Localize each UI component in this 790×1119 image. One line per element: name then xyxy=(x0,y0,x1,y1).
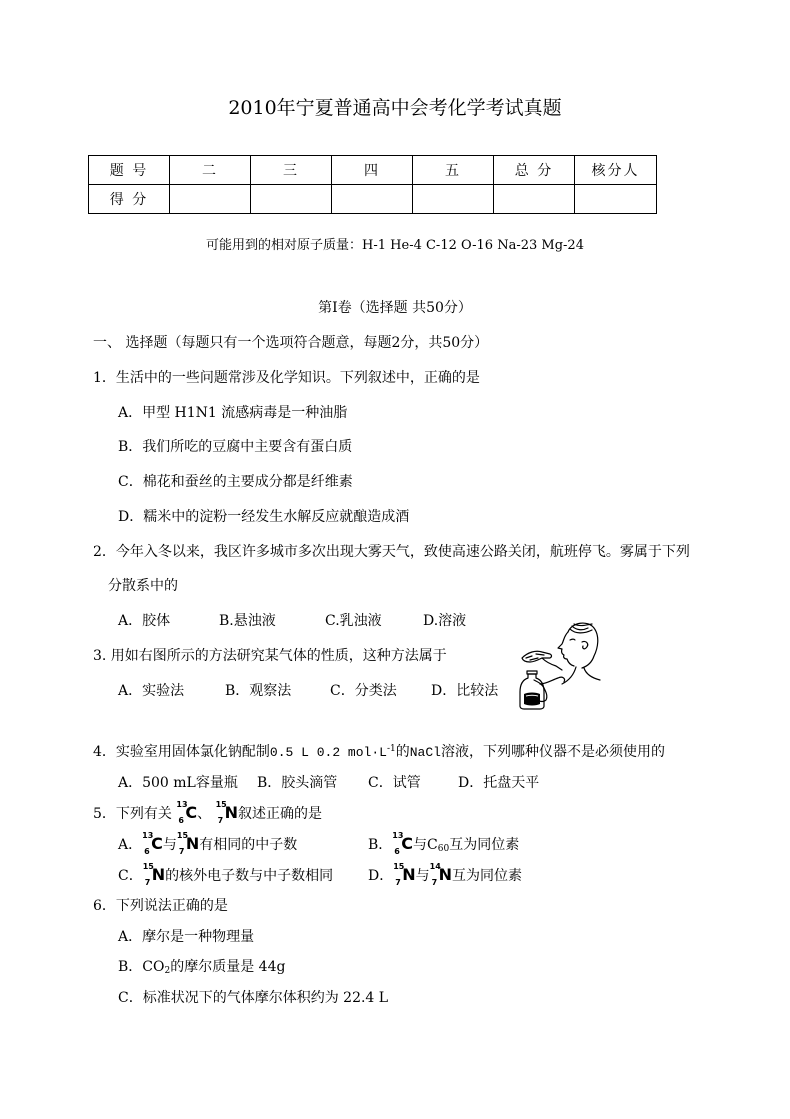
score-cell xyxy=(413,185,494,214)
q2-option-d: D.溶液 xyxy=(423,613,467,629)
q2-stem-line1: 2．今年入冬以来，我区许多城市多次出现大雾天气，致使高速公路关闭，航班停飞。雾属于下列 xyxy=(93,544,690,560)
page-title: 2010年宁夏普通高中会考化学考试真题 xyxy=(228,97,562,119)
q6-stem: 6．下列说法正确的是 xyxy=(93,898,228,914)
score-table xyxy=(88,155,657,214)
score-table-header-row xyxy=(89,156,657,185)
q2-stem-line2: 分散系中的 xyxy=(108,578,178,594)
score-cell xyxy=(251,185,332,214)
isotope-n14: 14 7 N xyxy=(429,862,453,887)
q5-option-a: A． 13 6 C与 15 7 N有相同的中子数 xyxy=(118,831,298,856)
score-table-header-cell: 核分人 xyxy=(575,156,657,185)
atomic-masses-note: 可能用到的相对原子质量：H-1 He-4 C-12 O-16 Na-23 Mg-24 xyxy=(206,238,584,253)
q2-option-b: B.悬浊液 xyxy=(219,613,276,629)
part1-title: 第Ⅰ卷（选择题 共50分） xyxy=(318,300,472,316)
isotope-n15: 15 7 N xyxy=(142,862,166,887)
q5-option-c: C． 15 7 N的核外电子数与中子数相同 xyxy=(118,862,334,887)
q5-stem-text: 、 xyxy=(197,806,212,822)
q1-option-d: D．糯米中的淀粉一经发生水解反应就酿造成酒 xyxy=(118,509,410,525)
section1-title: 一、 选择题（每题只有一个选项符合题意，每题2分，共50分） xyxy=(93,335,489,351)
q3-option-b: B．观察法 xyxy=(225,683,292,699)
score-row-label: 得 分 xyxy=(89,185,170,214)
q3-option-a: A．实验法 xyxy=(118,683,185,699)
score-table-header-cell: 三 xyxy=(251,156,332,185)
q4-option-d: D．托盘天平 xyxy=(458,775,540,791)
q4-option-a: A．500 mL容量瓶 xyxy=(118,775,238,791)
q3-option-d: D．比较法 xyxy=(431,683,499,699)
q5-option-b: B． 13 6 C与$C_{60}$互为同位素 xyxy=(368,831,520,856)
q1-option-b: B．我们所吃的豆腐中主要含有蛋白质 xyxy=(118,439,353,455)
score-table-header-cell: 题 号 xyxy=(89,156,170,185)
score-cell xyxy=(332,185,413,214)
q3-stem: 3. 用如右图所示的方法研究某气体的性质，这种方法属于 xyxy=(93,648,447,664)
q3-option-c: C．分类法 xyxy=(330,683,397,699)
q5-stem-text: 叙述正确的是 xyxy=(237,806,322,822)
q4-formula: NaCl xyxy=(409,745,441,760)
score-table-header-cell: 二 xyxy=(170,156,251,185)
q5-stem-text: 5．下列有关 xyxy=(93,806,172,822)
q6-option-a: A．摩尔是一种物理量 xyxy=(118,929,255,945)
q1-option-c: C．棉花和蚕丝的主要成分都是纤维素 xyxy=(118,474,353,490)
q4-stem-text: 4．实验室用固体氯化钠配制 xyxy=(93,744,270,760)
score-cell xyxy=(575,185,657,214)
isotope-c13: 13 6 C xyxy=(142,831,163,856)
isotope-c13: 13 6 C xyxy=(392,831,414,856)
q1-option-a: A．甲型 H1N1 流感病毒是一种油脂 xyxy=(118,405,348,421)
q5-option-d: D． 15 7 N与 14 7 N互为同位素 xyxy=(368,862,523,887)
score-table-header-cell: 五 xyxy=(413,156,494,185)
q4-option-c: C．试管 xyxy=(368,775,421,791)
q6-option-b: B．$CO_2$的摩尔质量是 44g xyxy=(118,959,286,976)
q4-stem-text: 的 xyxy=(395,744,410,760)
isotope-n15: 15 7 N xyxy=(393,862,416,887)
q4-concentration: 0.5 L 0.2 mol·L xyxy=(269,745,387,760)
q4-unit-exponent: -1 xyxy=(386,744,396,754)
score-table-header-cell: 总 分 xyxy=(494,156,575,185)
score-table-score-row xyxy=(89,185,657,214)
q4-option-b: B．胶头滴管 xyxy=(257,775,338,791)
smelling-gas-illustration xyxy=(512,618,602,710)
score-cell xyxy=(494,185,575,214)
isotope-n15: 15 7 N xyxy=(176,831,200,856)
score-cell xyxy=(170,185,251,214)
q2-option-c: C.乳浊液 xyxy=(325,613,382,629)
isotope-c13: 13 6 C xyxy=(176,800,198,825)
q2-option-a: A．胶体 xyxy=(118,613,171,629)
q1-stem: 1．生活中的一些问题常涉及化学知识。下列叙述中，正确的是 xyxy=(93,370,480,386)
q6-option-c: C．标准状况下的气体摩尔体积约为 22.4 L xyxy=(118,990,389,1006)
isotope-n15: 15 7 N xyxy=(215,800,238,825)
q5-stem xyxy=(93,800,322,825)
q4-stem xyxy=(93,741,665,761)
q4-stem-text: 溶液，下列哪种仪器不是必须使用的 xyxy=(440,744,665,760)
score-table-header-cell: 四 xyxy=(332,156,413,185)
